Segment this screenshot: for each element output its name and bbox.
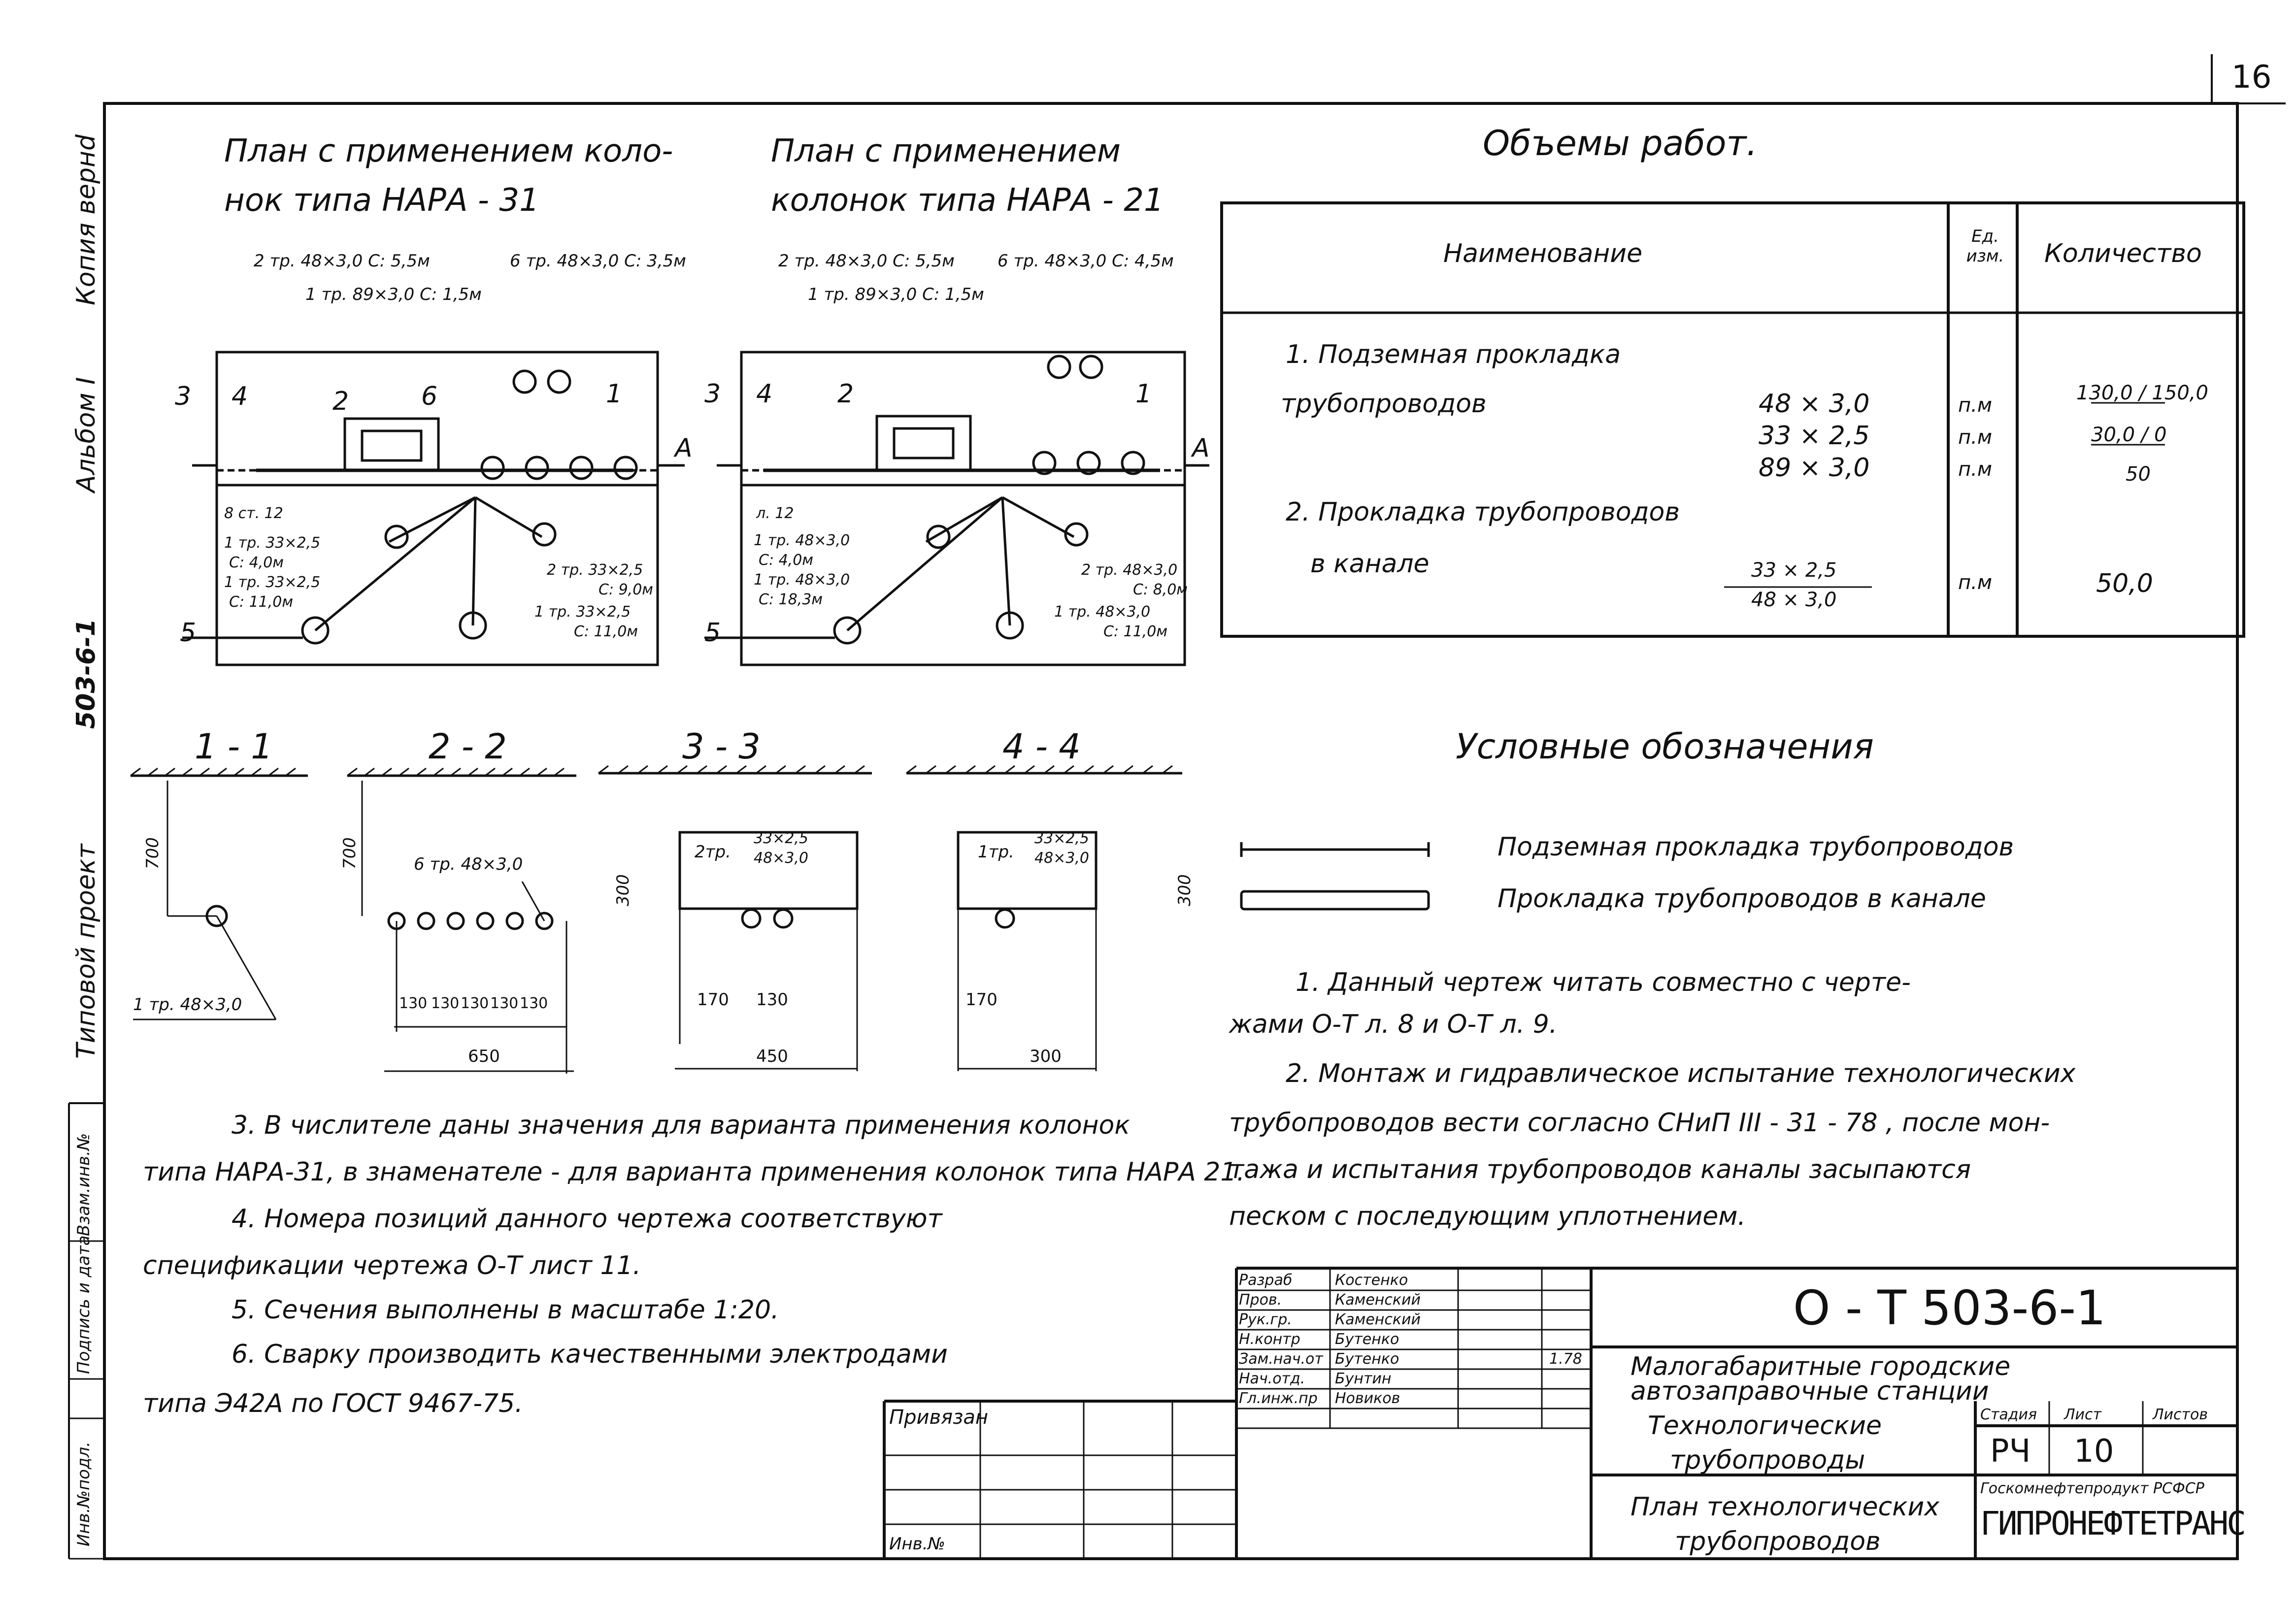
- tb-date: 1.78: [1549, 1350, 1582, 1368]
- sheet-number: 16: [2231, 59, 2272, 96]
- note-6-line-2: типа Э42А по ГОСТ 9467-75.: [143, 1389, 523, 1418]
- volumes-row-1-title-a: 1. Подземная прокладка: [1286, 340, 1621, 369]
- tb-name-6: Бунтин: [1335, 1370, 1392, 1387]
- plan-2-pipe-c: 6 тр. 48×3,0 С: 4,5м: [998, 251, 1174, 271]
- plan-2-mark-3: 3: [704, 379, 721, 409]
- note-3-line-1: 3. В числителе даны значения для варианта применения колонок: [232, 1111, 1130, 1140]
- section-2-2-spacing-3: 130: [461, 995, 489, 1012]
- legend-symbols: [1241, 842, 1429, 909]
- section-3-3-height: 300: [613, 874, 633, 906]
- plan-1-mark-2: 2: [333, 387, 349, 416]
- tb-name-2: Каменский: [1335, 1291, 1421, 1309]
- legend-item-underground: Подземная прокладка трубопроводов: [1497, 832, 2014, 862]
- project-code: 503-6-1: [71, 618, 101, 729]
- plan-2-pipe-b: 1 тр. 89×3,0 С: 1,5м: [808, 285, 984, 304]
- plan-1-small-note: 8 ст. 12: [224, 505, 283, 522]
- section-4-4-title: 4 - 4: [1002, 726, 1081, 767]
- copy-label: Копия вернd: [71, 134, 101, 305]
- section-3-3-dim-1: 170: [697, 990, 729, 1010]
- note-4-line-2: спецификации чертежа О-Т лист 11.: [143, 1251, 641, 1280]
- plan-1-mark-3: 3: [175, 382, 192, 411]
- volumes-col-name: Наименование: [1443, 239, 1643, 268]
- tb-role-6: Нач.отд.: [1239, 1370, 1305, 1387]
- tb-role-4: Н.контр: [1239, 1331, 1300, 1348]
- plan-2-mark-1: 1: [1135, 379, 1152, 409]
- note-4-line-1: 4. Номера позиций данного чертежа соответствуют: [232, 1204, 942, 1234]
- note-1-line-1: 1. Данный чертеж читать совместно с черте-: [1296, 968, 1911, 997]
- tb-project-title-a: Малогабаритные городские: [1630, 1352, 2011, 1381]
- tb-col-sheets: Листов: [2153, 1406, 2208, 1423]
- tb-role-7: Гл.инж.пр: [1239, 1390, 1318, 1407]
- plan-2-pipe-e: 1 тр. 48×3,0: [754, 571, 850, 589]
- section-2-2-total: 650: [468, 1047, 500, 1066]
- volumes-title: Объемы работ.: [1483, 123, 1758, 164]
- plan-2-pipe-d-len: С: 4,0м: [759, 552, 813, 569]
- note-1-line-2: жами О-Т л. 8 и О-Т л. 9.: [1229, 1010, 1558, 1039]
- volumes-row-2-size-den: 48 × 3,0: [1751, 589, 1837, 611]
- section-1-1-linework: [131, 768, 308, 1019]
- note-3-line-2: типа НАРА-31, в знаменателе - для варианта применения колонок типа НАРА 21.: [143, 1157, 1245, 1187]
- tb-part-a: Технологические: [1648, 1411, 1882, 1441]
- tb-col-sheet: Лист: [2064, 1406, 2102, 1423]
- volumes-row-1-size-1: 48 × 3,0: [1759, 389, 1870, 419]
- inv-label-1: Инв.№подл.: [74, 1442, 94, 1546]
- tb-role-2: Пров.: [1239, 1291, 1282, 1309]
- tb-name-1: Костенко: [1335, 1272, 1408, 1289]
- plan-2-pipe-f-len: С: 8,0м: [1133, 581, 1188, 598]
- note-6-line-1: 6. Сварку производить качественными электродами: [232, 1340, 948, 1369]
- plan-2-mark-5: 5: [704, 618, 721, 648]
- legend-item-channel: Прокладка трубопроводов в канале: [1497, 884, 1986, 914]
- section-3-3-frac-num: 33×2,5: [754, 830, 809, 847]
- section-2-2-spacing-2: 130: [431, 995, 460, 1012]
- plan-1-pipe-a: 2 тр. 48×3,0 С: 5,5м: [254, 251, 430, 271]
- section-4-4-frac-num: 33×2,5: [1034, 830, 1090, 847]
- tb-sheet-name-a: План технологических: [1630, 1492, 1940, 1522]
- section-1-1-title: 1 - 1: [195, 726, 273, 767]
- tb-project-title-b: автозаправочные станции: [1630, 1377, 1989, 1406]
- album-label: Альбом I: [71, 377, 101, 492]
- volumes-col-qty: Количество: [2044, 239, 2202, 268]
- volumes-row-1-size-3: 89 × 3,0: [1759, 453, 1870, 483]
- plan-1-mark-5: 5: [180, 618, 197, 648]
- volumes-row-2-title-b: в канале: [1310, 549, 1430, 579]
- plan-2-pipe-d: 1 тр. 48×3,0: [754, 532, 850, 549]
- section-2-2-title: 2 - 2: [429, 726, 507, 767]
- volumes-row-1-size-2: 33 × 2,5: [1759, 421, 1870, 451]
- section-2-2-depth: 700: [340, 837, 360, 869]
- plan-2-title-line-1: План с применением: [771, 133, 1121, 169]
- tb-sheet-name-b: трубопроводов: [1675, 1527, 1881, 1556]
- section-1-1-pipe: 1 тр. 48×3,0: [133, 995, 242, 1015]
- volumes-row-1-unit-2: п.м: [1958, 426, 1993, 449]
- tb-inv-no: Инв.№: [889, 1534, 945, 1554]
- project-label: Типовой проект: [71, 844, 101, 1059]
- plan-2-pipe-g-len: С: 11,0м: [1103, 623, 1168, 640]
- plan-2-small-note: л. 12: [756, 505, 794, 522]
- volumes-row-1-qty-2: 30,0 / 0: [2091, 424, 2167, 446]
- section-2-2-spacing-4: 130: [490, 995, 519, 1012]
- legend-title: Условные обозначения: [1456, 726, 1874, 767]
- tb-col-stage: Стадия: [1980, 1406, 2037, 1423]
- note-2-line-2: трубопроводов вести согласно СНиП III - 31 - 78 , после мон-: [1229, 1108, 2050, 1138]
- plan-1-pipe-f-len: С: 9,0м: [599, 581, 653, 598]
- plan-2-mark-2: 2: [837, 379, 854, 409]
- plan-1-title-line-1: План с применением коло-: [224, 133, 673, 169]
- section-3-3-total: 450: [756, 1047, 788, 1066]
- section-3-3-title: 3 - 3: [682, 726, 761, 767]
- plan-2-pipe-a: 2 тр. 48×3,0 С: 5,5м: [778, 251, 955, 271]
- volumes-row-2-unit: п.м: [1958, 571, 1993, 594]
- plan-1-pipe-g-len: С: 11,0м: [574, 623, 638, 640]
- plan-1-mark-6: 6: [421, 382, 438, 411]
- section-3-3-linework: [599, 766, 872, 1071]
- section-3-3-dim-2: 130: [756, 990, 788, 1010]
- note-2-line-4: песком с последующим уплотнением.: [1229, 1202, 1746, 1231]
- tb-name-5: Бутенко: [1335, 1350, 1399, 1368]
- tb-org-small: Госкомнефтепродукт РСФСР: [1980, 1480, 2204, 1497]
- volumes-row-2-qty: 50,0: [2096, 569, 2153, 598]
- plan-1-pipe-f: 2 тр. 33×2,5: [547, 561, 643, 579]
- inv-label-2: Подпись и дата: [74, 1235, 94, 1374]
- tb-role-1: Разраб: [1239, 1272, 1293, 1289]
- section-4-4-pipe: 1тр.: [978, 842, 1014, 862]
- section-4-4-height: 300: [1175, 874, 1195, 906]
- plan-2-mark-4: 4: [756, 379, 773, 409]
- tb-name-3: Каменский: [1335, 1311, 1421, 1328]
- section-3-3-frac-den: 48×3,0: [754, 850, 809, 867]
- volumes-row-2-size-num: 33 × 2,5: [1751, 559, 1837, 582]
- section-2-2-spacing-5: 130: [520, 995, 548, 1012]
- volumes-row-1-unit-3: п.м: [1958, 458, 1993, 481]
- plan-1-pipe-e-len: С: 11,0м: [229, 593, 294, 611]
- plan-1-mark-a: А: [675, 433, 693, 463]
- plan-2-title-line-2: колонок типа НАРА - 21: [771, 182, 1164, 219]
- plan-1-pipe-d: 1 тр. 33×2,5: [224, 534, 321, 552]
- plan-1-mark-1: 1: [606, 379, 623, 409]
- plan-1-pipe-b: 1 тр. 89×3,0 С: 1,5м: [305, 285, 482, 304]
- note-5: 5. Сечения выполнены в масштабе 1:20.: [232, 1295, 779, 1325]
- plan-2-pipe-e-len: С: 18,3м: [759, 591, 823, 608]
- tb-part-b: трубопроводы: [1670, 1445, 1865, 1475]
- section-4-4-frac-den: 48×3,0: [1034, 850, 1090, 867]
- plan-2-pipe-g: 1 тр. 48×3,0: [1054, 603, 1151, 621]
- volumes-row-1-unit-1: п.м: [1958, 394, 1993, 417]
- plan-2-pipe-f: 2 тр. 48×3,0: [1081, 561, 1178, 579]
- volumes-row-1-qty-3: 50: [2126, 463, 2151, 486]
- section-1-1-depth: 700: [143, 837, 163, 869]
- section-4-4-linework: [906, 766, 1182, 1071]
- section-4-4-dim-1: 170: [965, 990, 998, 1010]
- tb-sheet: 10: [2074, 1433, 2114, 1470]
- plan-1-mark-4: 4: [232, 382, 248, 411]
- tb-name-4: Бутенко: [1335, 1331, 1399, 1348]
- tb-stage: РЧ: [1990, 1433, 2031, 1470]
- volumes-col-unit: Ед. изм.: [1966, 227, 2004, 266]
- section-3-3-pipe: 2тр.: [695, 842, 731, 862]
- inv-label-3: Взам.инв.№: [74, 1133, 94, 1236]
- plan-1-pipe-c: 6 тр. 48×3,0 С: 3,5м: [510, 251, 686, 271]
- tb-organization: ГИПРОНЕФТЕТРАНС: [1980, 1505, 2245, 1542]
- section-2-2-spacing-1: 130: [399, 995, 428, 1012]
- tb-drawing-code: О - Т 503-6-1: [1793, 1280, 2106, 1336]
- volumes-row-1-qty-1: 130,0 / 150,0: [2076, 382, 2208, 404]
- tb-name-7: Новиков: [1335, 1390, 1400, 1407]
- section-2-2-linework: [347, 768, 576, 1074]
- plan-1-pipe-d-len: С: 4,0м: [229, 554, 284, 571]
- volumes-row-2-title-a: 2. Прокладка трубопроводов: [1286, 497, 1680, 527]
- plan-2-mark-a: А: [1192, 433, 1210, 463]
- tb-role-3: Рук.гр.: [1239, 1311, 1292, 1328]
- plan-1-pipe-e: 1 тр. 33×2,5: [224, 574, 321, 591]
- plan-1-pipe-g: 1 тр. 33×2,5: [534, 603, 631, 621]
- note-2-line-1: 2. Монтаж и гидравлическое испытание технологических: [1286, 1059, 2076, 1088]
- note-2-line-3: тажа и испытания трубопроводов каналы засыпаются: [1229, 1155, 1971, 1184]
- tb-role-5: Зам.нач.от: [1239, 1350, 1323, 1368]
- section-4-4-total: 300: [1030, 1047, 1062, 1066]
- section-2-2-pipe: 6 тр. 48×3,0: [414, 854, 523, 874]
- plan-1-title-line-2: нок типа НАРА - 31: [224, 182, 539, 219]
- tb-privyazan: Привязан: [889, 1406, 989, 1429]
- volumes-row-1-title-b: трубопроводов: [1281, 389, 1487, 419]
